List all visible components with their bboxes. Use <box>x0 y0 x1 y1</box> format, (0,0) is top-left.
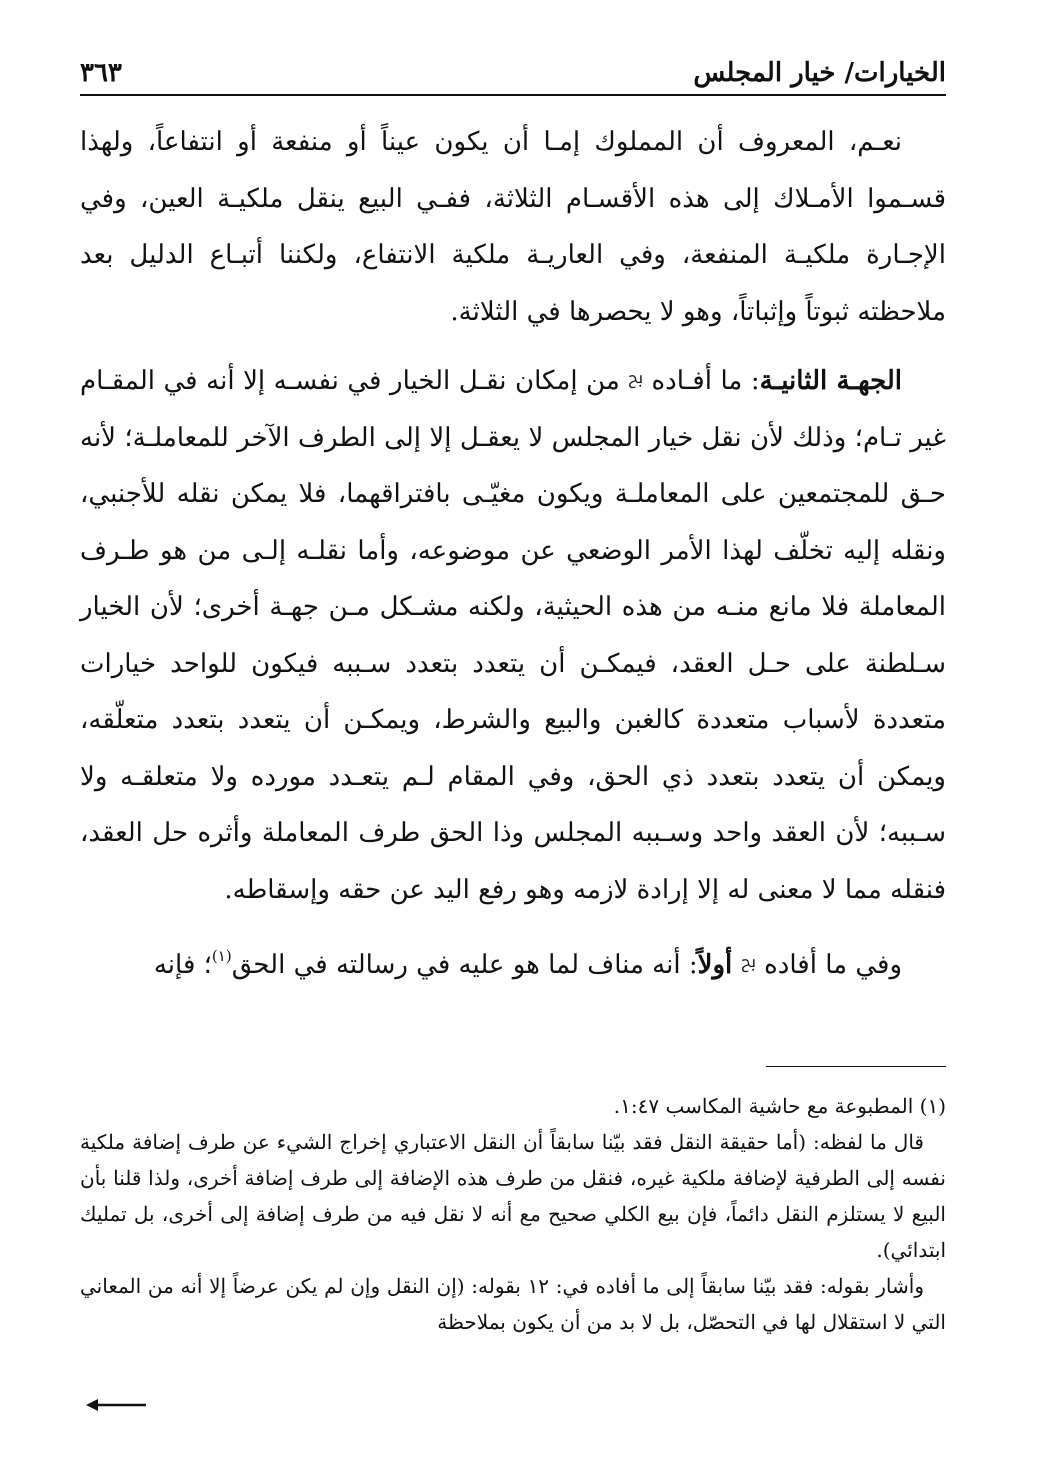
honorific-symbol: ﰆ <box>628 368 644 387</box>
body-text <box>80 114 946 994</box>
paragraph-2 <box>80 350 946 918</box>
continue-arrow-icon <box>86 1398 146 1412</box>
page <box>80 38 946 1439</box>
paragraph-1: نعـم، المعروف أن المملوك إمـا أن يكون عيناً أو منفعة أو انتفاعاً، ولهذا قسـموا الأمـلاك إلى هذه الأقسـام الثلاثة، ففـي البيع ينقل ملكيـة العين، وفي الإجـارة ملكيـة المنفعة، وفي العاريـة ملكية الانتفاع، ولكننا أتبـاع الدليل بعد ملاحظته ثبوتاً وإثباتاً، وهو لا يحصرها في الثلاثة. <box>80 127 946 327</box>
paragraph-3-text-a: وفي ما أفاده <box>755 950 902 980</box>
running-title: الخيارات/ خيار المجلس <box>693 58 946 88</box>
section-lead: الجهـة الثانيـة <box>759 366 903 396</box>
footnote-quote: قال ما لفظه: (أما حقيقة النقل فقد بيّنا سابقاً أن النقل الاعتباري إخراج الشيء عن طرف إضافة ملكية نفسه إلى الطرفية لإضافة ملكية غيره، فنقل من طرف هذه الإضافة إلى طرف إضافة أخرى، ولذا قلنا بأن البيع لا يستلزم النقل دائماً، فإن بيع الكلي صحيح مع أنه لا نقل فيه من طرف إضافة إلى أخرى، بل تمليك ابتدائي). <box>80 1130 946 1262</box>
paragraph-3 <box>80 928 946 994</box>
footnote-continuation: وأشار بقوله: فقد بيّنا سابقاً إلى ما أفاده في: ١٢ بقوله: (إن النقل وإن لم يكن عرضاً إلا أنه من المعاني التي لا استقلال لها في التحصّل، بل لا بد من أن يكون بملاحظة <box>80 1274 946 1334</box>
page-number: ٣٦٣ <box>80 58 122 88</box>
honorific-symbol: ﰆ <box>741 952 756 971</box>
paragraph-2-text-b: من إمكان نقـل الخيار في نفسـه إلا أنه في المقـام غير تـام؛ وذلك لأن نقل خيار المجلس لا يعقـل إلا إلى الطرف الآخر للمعاملـة؛ لأنه حـق للمجتمعين على المعاملـة ويكون مغيّـى بافتراقهما، فلا يمكن نقله للأجنبي، ونقله إليه تخلّف لهذا الأمر الوضعي عن موضوعه، وأما نقلـه إلـى من هو طـرف المعاملة فلا مانع منـه من هذه الحيثية، ولكنه مشـكل مـن جهـة أخرى؛ لأن الخيار سـلطنة على حـل العقد، فيمكـن أن يتعدد بتعدد سـببه فيكون للواحد خيارات متعددة لأسباب متعددة كالغبن والبيع والشرط، ويمكـن أن يتعدد بتعدد متعلّقه، ويمكن أن يتعدد بتعدد ذي الحق، وفي المقام لـم يتعـدد مورده ولا متعلقـه ولا سـببه؛ لأن العقد واحد وسـببه المجلس وذا الحق طرف المعاملة وأثره حل العقد، فنقله مما لا معنى له إلا إرادة لازمه وهو رفع اليد عن حقه وإسقاطه. <box>80 366 946 905</box>
footnote-ref[interactable]: (١) <box>211 947 232 965</box>
footnote-1: (١) المطبوعة مع حاشية المكاسب ١:٤٧. <box>613 1094 946 1118</box>
footnotes <box>80 1088 946 1340</box>
paragraph-3-text-c: ؛ فإنه <box>153 950 212 980</box>
paragraph-3-text-b: : أنه مناف لما هو عليه في رسالته في الحق <box>231 950 698 980</box>
paragraph-2-text-a: : ما أفـاده <box>643 366 760 396</box>
point-lead: أولاً <box>697 950 742 980</box>
running-header <box>80 38 946 96</box>
footnote-divider <box>766 1066 946 1067</box>
